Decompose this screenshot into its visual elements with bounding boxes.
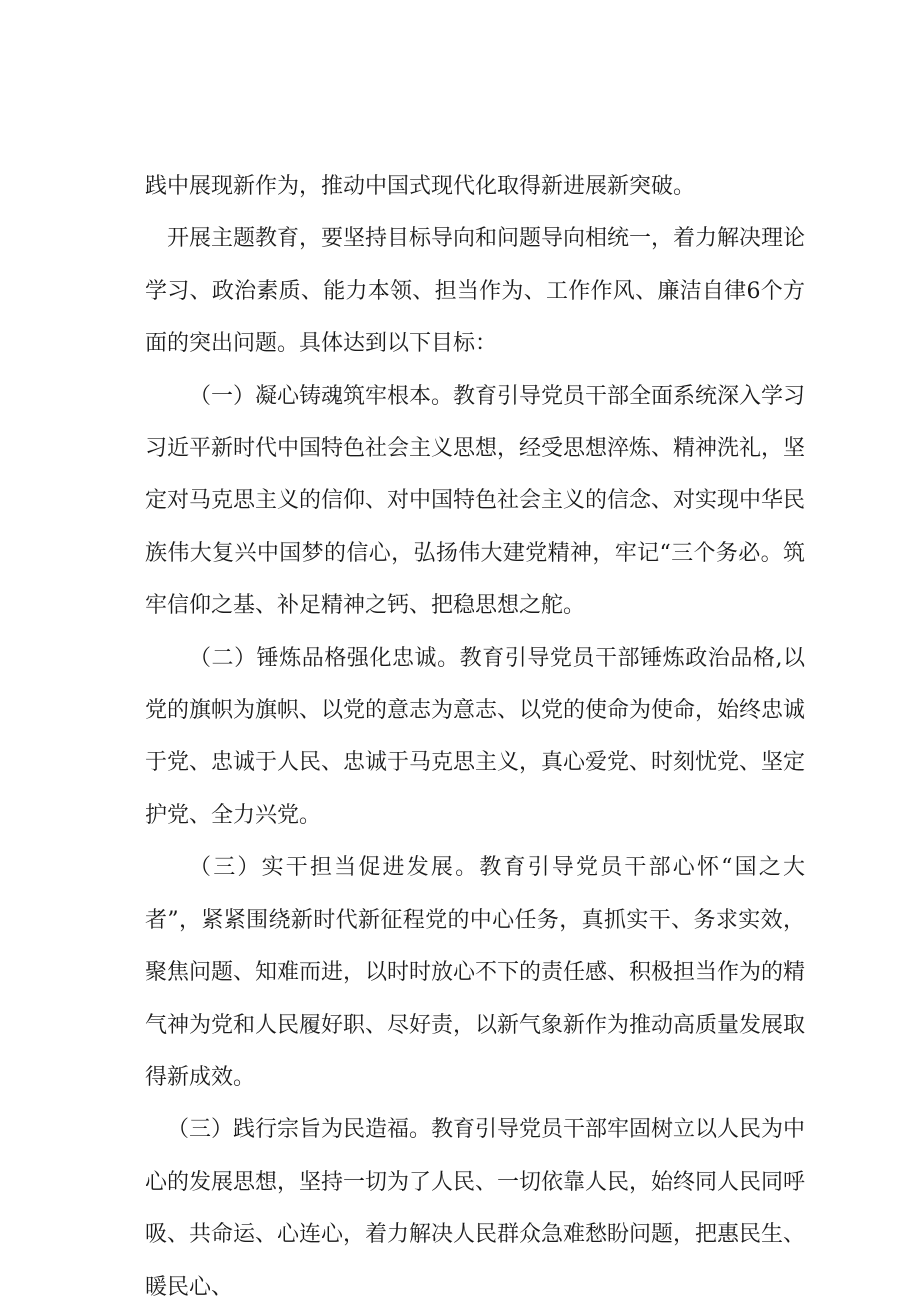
- paragraph-4: （二）锤炼品格强化忠诚。教育引导党员干部锤炼政治品格,以党的旗帜为旗帜、以党的意志为意志、以党的使命为使命，始终忠诚于党、忠诚于人民、忠诚于马克思主义，真心爱党、时刻忧党、坚定护党、全力兴党。: [145, 645, 806, 828]
- body-text: [145, 161, 805, 1314]
- paragraph-1: 践中展现新作为，推动中国式现代化取得新进展新突破。: [145, 174, 696, 199]
- paragraph-6: （三）践行宗旨为民造福。教育引导党员干部牢固树立以人民为中心的发展思想，坚持一切为了人民、一切依靠人民，始终同人民同呼吸、共命运、心连心，着力解决人民群众急难愁盼问题，把惠民生、暖民心、: [145, 1117, 806, 1300]
- paragraph-2: 开展主题教育，要坚持目标导向和问题导向相统一，着力解决理论学习、政治素质、能力本领、担当作为、工作作风、廉洁自律6个方面的突出问题。具体达到以下目标：: [145, 226, 806, 357]
- paragraph-3: （一）凝心铸魂筑牢根本。教育引导党员干部全面系统深入学习习近平新时代中国特色社会主义思想，经受思想淬炼、精神洗礼，坚定对马克思主义的信仰、对中国特色社会主义的信念、对实现中华民族伟大复兴中国梦的信心，弘扬伟大建党精神，牢记“三个务必。筑牢信仰之基、补足精神之钙、把稳思想之舵。: [145, 383, 806, 619]
- paragraph-5: （三）实干担当促进发展。教育引导党员干部心怀“国之大者”，紧紧围绕新时代新征程党的中心任务，真抓实干、务求实效，聚焦问题、知难而进，以时时放心不下的责任感、积极担当作为的精气神为党和人民履好职、尽好责，以新气象新作为推动高质量发展取得新成效。: [145, 855, 806, 1090]
